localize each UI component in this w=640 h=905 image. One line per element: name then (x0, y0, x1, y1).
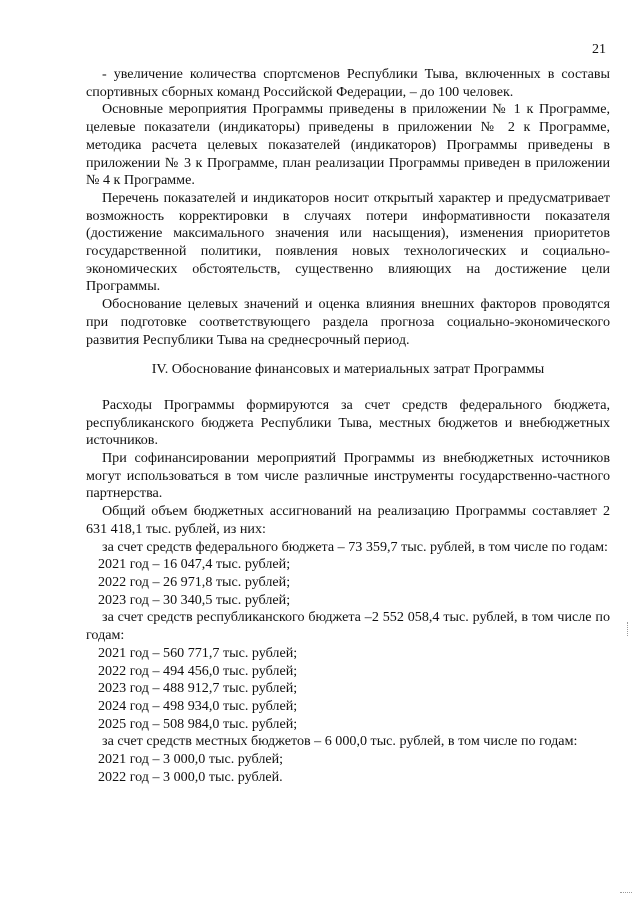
republican-year-2022: 2022 год – 494 456,0 тыс. рублей; (98, 662, 298, 679)
paragraph-indicators: Перечень показателей и индикаторов носит открытый характер и предусматривает возможность корректировки в случаях потери информативности показателя (достижение максимального значения или насыщения), изменения приоритетов государственной политики, появления новых технологических и социально-экономических обстоятельств, существенно влияющих на достижение цели Программы. (86, 189, 610, 295)
document-body (86, 66, 610, 786)
republican-year-2021: 2021 год – 560 771,7 тыс. рублей; (98, 644, 298, 661)
local-budget-intro: за счет средств местных бюджетов – 6 000,0 тыс. рублей, в том числе по годам: (102, 733, 578, 750)
local-year-2021: 2021 год – 3 000,0 тыс. рублей; (98, 751, 284, 768)
paragraph-cofinancing: При софинансировании мероприятий Программы из внебюджетных источников могут использоваться в том числе различные инструменты государственно-частного партнерства. (86, 450, 610, 502)
republican-year-2024: 2024 год – 498 934,0 тыс. рублей; (98, 697, 298, 714)
scan-corner-mark (620, 888, 632, 893)
page-number: 21 (592, 42, 606, 57)
paragraph-total-volume: Общий объем бюджетных ассигнований на реализацию Программы составляет 2 631 418,1 тыс. рублей, из них: (86, 503, 610, 537)
paragraph-appendices: Основные мероприятия Программы приведены в приложении № 1 к Программе, целевые показатели (индикаторы) приведены в приложении № 2 к Программе, методика расчета целевых показателей (индикаторов) Программы приведены в приложении № 3 к Программе, план реализации Программы приведен в приложении № 4 к Программе. (86, 101, 610, 189)
scan-margin-mark (627, 622, 630, 636)
federal-year-2023: 2023 год – 30 340,5 тыс. рублей; (98, 591, 291, 608)
republican-year-2023: 2023 год – 488 912,7 тыс. рублей; (98, 680, 298, 697)
republican-year-2025: 2025 год – 508 984,0 тыс. рублей; (98, 715, 298, 732)
local-year-2022: 2022 год – 3 000,0 тыс. рублей. (98, 768, 283, 785)
federal-year-2022: 2022 год – 26 971,8 тыс. рублей; (98, 573, 291, 590)
federal-budget-intro: за счет средств федерального бюджета – 73 359,7 тыс. рублей, в том числе по годам: (102, 538, 608, 555)
section-heading: IV. Обоснование финансовых и материальных затрат Программы (151, 361, 545, 378)
federal-year-2021: 2021 год – 16 047,4 тыс. рублей; (98, 556, 291, 573)
paragraph-expenses: Расходы Программы формируются за счет средств федерального бюджета, республиканского бюджета Республики Тыва, местных бюджетов и внебюджетных источников. (86, 396, 610, 449)
paragraph-justification: Обоснование целевых значений и оценка влияния внешних факторов проводятся при подготовке соответствующего раздела прогноза социально-экономического развития Республики Тыва на среднесрочный период. (86, 296, 610, 348)
republican-budget-intro: за счет средств республиканского бюджета –2 552 058,4 тыс. рублей, в том числе по годам: (86, 609, 610, 644)
paragraph-athletes: - увеличение количества спортсменов Республики Тыва, включенных в составы спортивных сборных команд Российской Федерации, – до 100 человек. (86, 66, 610, 100)
